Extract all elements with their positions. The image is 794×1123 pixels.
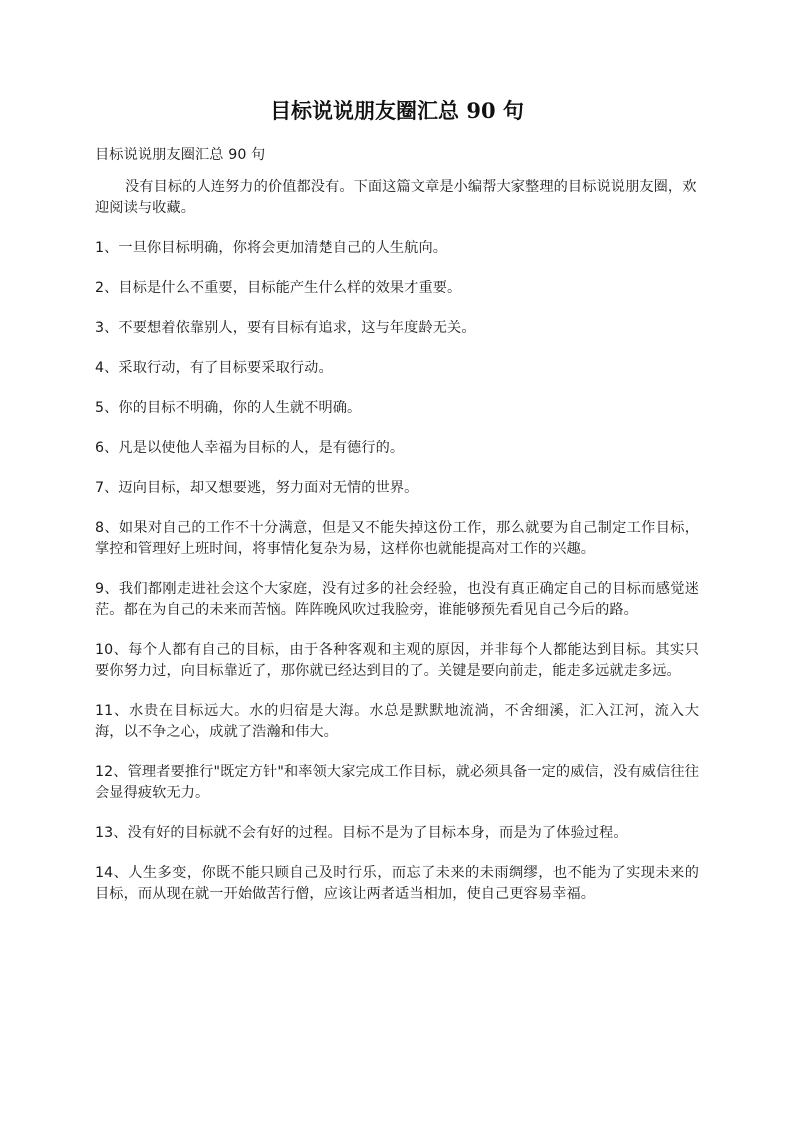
list-item: 10、每个人都有自己的目标，由于各种客观和主观的原因，并非每个人都能达到目标。其实只要你努力过，向目标靠近了，那你就已经达到目的了。关键是要向前走，能走多远就走多远。: [95, 642, 699, 679]
list-item: 9、我们都刚走进社会这个大家庭，没有过多的社会经验，也没有真正确定自己的目标而感觉迷茫。都在为自己的未来而苦恼。阵阵晚风吹过我脸旁，谁能够预先看见自己今后的路。: [95, 581, 699, 618]
list-item: 1、一旦你目标明确，你将会更加清楚自己的人生航向。: [95, 240, 448, 256]
list-item: 11、水贵在目标远大。水的归宿是大海。水总是默默地流淌，不舍细溪，汇入江河，流入大海，以不争之心，成就了浩瀚和伟大。: [95, 703, 699, 740]
list-item: 14、人生多变，你既不能只顾自己及时行乐，而忘了未来的未雨绸缪，也不能为了实现未来的目标，而从现在就一开始做苦行僧，应该让两者适当相加，使自己更容易幸福。: [95, 865, 699, 902]
list-item: 8、如果对自己的工作不十分满意，但是又不能失掉这份工作，那么就要为自己制定工作目标，掌控和管理好上班时间，将事情化复杂为易，这样你也就能提高对工作的兴趣。: [95, 520, 699, 557]
document-subtitle: 目标说说朋友圈汇总 90 句: [95, 147, 266, 163]
list-item: 5、你的目标不明确，你的人生就不明确。: [95, 400, 362, 416]
list-item: 4、采取行动，有了目标要采取行动。: [95, 360, 333, 376]
list-item: 7、迈向目标，却又想要逃，努力面对无情的世界。: [95, 480, 419, 496]
intro-paragraph: 没有目标的人连努力的价值都没有。下面这篇文章是小编帮大家整理的目标说说朋友圈，欢迎阅读与收藏。: [95, 179, 697, 216]
list-item: 12、管理者要推行"既定方针"和率领大家完成工作目标，就必须具备一定的威信，没有威信往往会显得疲软无力。: [95, 764, 699, 801]
list-item: 6、凡是以使他人幸福为目标的人，是有德行的。: [95, 440, 405, 456]
document-title: 目标说说朋友圈汇总 90 句: [270, 98, 524, 123]
list-item: 13、没有好的目标就不会有好的过程。目标不是为了目标本身，而是为了体验过程。: [95, 825, 628, 841]
document-body: [95, 145, 699, 924]
list-item: 2、目标是什么不重要，目标能产生什么样的效果才重要。: [95, 280, 462, 296]
list-item: 3、不要想着依靠别人，要有目标有追求，这与年度龄无关。: [95, 320, 476, 336]
